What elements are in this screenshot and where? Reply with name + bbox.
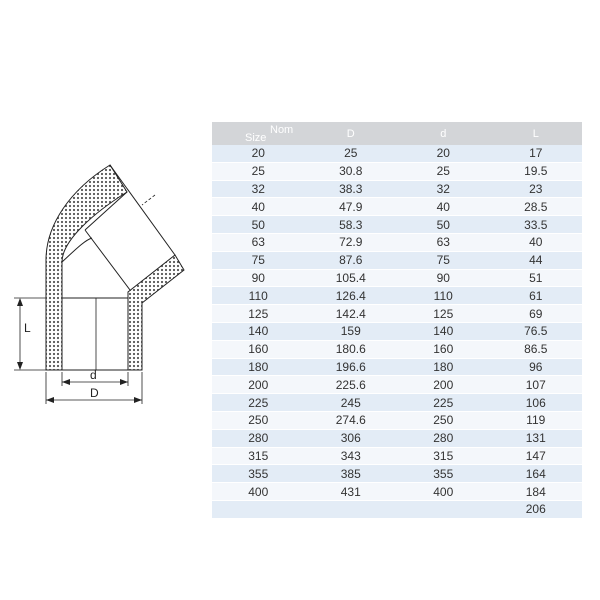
cell-l: 164 bbox=[490, 465, 583, 483]
cell-d: 160 bbox=[397, 340, 490, 358]
dimension-table bbox=[212, 122, 582, 519]
cell-d: 306 bbox=[305, 429, 398, 447]
cell-size: 125 bbox=[212, 305, 305, 323]
cell-d: 90 bbox=[397, 269, 490, 287]
cell-size: 75 bbox=[212, 251, 305, 269]
table-row-extra bbox=[212, 500, 582, 518]
cell-l: 28.5 bbox=[490, 198, 583, 216]
cell-l: 131 bbox=[490, 429, 583, 447]
cell-size: 400 bbox=[212, 483, 305, 501]
cell-l: 69 bbox=[490, 305, 583, 323]
cell-d: 159 bbox=[305, 322, 398, 340]
table-row bbox=[212, 394, 582, 412]
cell-d: 400 bbox=[397, 483, 490, 501]
cell-l: 119 bbox=[490, 411, 583, 429]
cell-d: 385 bbox=[305, 465, 398, 483]
cell-size: 160 bbox=[212, 340, 305, 358]
cell-d: 140 bbox=[397, 322, 490, 340]
cell-d: 142.4 bbox=[305, 305, 398, 323]
cell-size: 355 bbox=[212, 465, 305, 483]
cell-d: 280 bbox=[397, 429, 490, 447]
cell-l: 107 bbox=[490, 376, 583, 394]
table-row bbox=[212, 483, 582, 501]
cell-l: 86.5 bbox=[490, 340, 583, 358]
cell-l: 44 bbox=[490, 251, 583, 269]
cell-d: 225 bbox=[397, 394, 490, 412]
cell-d: 47.9 bbox=[305, 198, 398, 216]
header-nom: Nom bbox=[270, 124, 294, 136]
cell-l: 96 bbox=[490, 358, 583, 376]
header-size-nom bbox=[212, 122, 305, 145]
cell-d: 25 bbox=[397, 162, 490, 180]
cell-d: 72.9 bbox=[305, 233, 398, 251]
cell-l: 23 bbox=[490, 180, 583, 198]
cell-d: 125 bbox=[397, 305, 490, 323]
cell-d: 343 bbox=[305, 447, 398, 465]
table-row bbox=[212, 198, 582, 216]
cell-l: 147 bbox=[490, 447, 583, 465]
cell-d: 110 bbox=[397, 287, 490, 305]
cell-d: 180.6 bbox=[305, 340, 398, 358]
cell-size: 32 bbox=[212, 180, 305, 198]
table-row bbox=[212, 447, 582, 465]
table-row bbox=[212, 251, 582, 269]
table-row bbox=[212, 269, 582, 287]
cell-empty bbox=[305, 500, 398, 518]
table-row bbox=[212, 216, 582, 234]
cell-size: 140 bbox=[212, 322, 305, 340]
cell-size: 280 bbox=[212, 429, 305, 447]
cell-d: 200 bbox=[397, 376, 490, 394]
table-header-row bbox=[212, 122, 582, 145]
cell-l: 40 bbox=[490, 233, 583, 251]
cell-size: 63 bbox=[212, 233, 305, 251]
header-D: D bbox=[305, 122, 398, 145]
cell-d: 315 bbox=[397, 447, 490, 465]
table-row bbox=[212, 162, 582, 180]
table-row bbox=[212, 322, 582, 340]
cell-l: 17 bbox=[490, 145, 583, 162]
cell-size: 50 bbox=[212, 216, 305, 234]
cell-d: 20 bbox=[397, 145, 490, 162]
table-row bbox=[212, 411, 582, 429]
cell-d: 274.6 bbox=[305, 411, 398, 429]
table-row bbox=[212, 233, 582, 251]
table-row bbox=[212, 358, 582, 376]
cell-d: 32 bbox=[397, 180, 490, 198]
table-row bbox=[212, 305, 582, 323]
dimension-label-d: d bbox=[90, 368, 97, 382]
header-d: d bbox=[397, 122, 490, 145]
cell-size: 250 bbox=[212, 411, 305, 429]
cell-empty bbox=[397, 500, 490, 518]
cell-size: 225 bbox=[212, 394, 305, 412]
table-row bbox=[212, 429, 582, 447]
table-row bbox=[212, 287, 582, 305]
cell-d: 30.8 bbox=[305, 162, 398, 180]
header-L: L bbox=[490, 122, 583, 145]
cell-l: 51 bbox=[490, 269, 583, 287]
cell-d: 126.4 bbox=[305, 287, 398, 305]
table-row bbox=[212, 145, 582, 162]
header-size: Size bbox=[245, 132, 267, 144]
dimension-label-D: D bbox=[90, 386, 99, 400]
table-row bbox=[212, 376, 582, 394]
cell-size: 110 bbox=[212, 287, 305, 305]
cell-d: 58.3 bbox=[305, 216, 398, 234]
cell-l: 19.5 bbox=[490, 162, 583, 180]
cell-d: 225.6 bbox=[305, 376, 398, 394]
cell-empty bbox=[212, 500, 305, 518]
table-body bbox=[212, 145, 582, 518]
table-row bbox=[212, 340, 582, 358]
cell-l: 76.5 bbox=[490, 322, 583, 340]
cell-l: 184 bbox=[490, 483, 583, 501]
cell-d: 355 bbox=[397, 465, 490, 483]
cell-d: 105.4 bbox=[305, 269, 398, 287]
cell-d: 50 bbox=[397, 216, 490, 234]
cell-d: 245 bbox=[305, 394, 398, 412]
cell-d: 87.6 bbox=[305, 251, 398, 269]
elbow-outer-wall bbox=[46, 165, 127, 370]
cell-size: 40 bbox=[212, 198, 305, 216]
cell-size: 90 bbox=[212, 269, 305, 287]
cell-l-extra: 206 bbox=[490, 500, 583, 518]
cell-size: 20 bbox=[212, 145, 305, 162]
cell-d: 63 bbox=[397, 233, 490, 251]
cell-d: 75 bbox=[397, 251, 490, 269]
cell-size: 315 bbox=[212, 447, 305, 465]
cell-size: 180 bbox=[212, 358, 305, 376]
cell-d: 431 bbox=[305, 483, 398, 501]
dimension-label-L: L bbox=[24, 321, 31, 335]
cell-d: 40 bbox=[397, 198, 490, 216]
cell-d: 196.6 bbox=[305, 358, 398, 376]
cell-size: 200 bbox=[212, 376, 305, 394]
cell-l: 106 bbox=[490, 394, 583, 412]
cell-size: 25 bbox=[212, 162, 305, 180]
cell-d: 180 bbox=[397, 358, 490, 376]
table-row bbox=[212, 180, 582, 198]
elbow-inner-wall bbox=[128, 255, 184, 370]
table-row bbox=[212, 465, 582, 483]
cell-d: 25 bbox=[305, 145, 398, 162]
cell-l: 33.5 bbox=[490, 216, 583, 234]
cell-d: 38.3 bbox=[305, 180, 398, 198]
cell-l: 61 bbox=[490, 287, 583, 305]
elbow-fitting-drawing bbox=[0, 0, 210, 600]
cell-d: 250 bbox=[397, 411, 490, 429]
